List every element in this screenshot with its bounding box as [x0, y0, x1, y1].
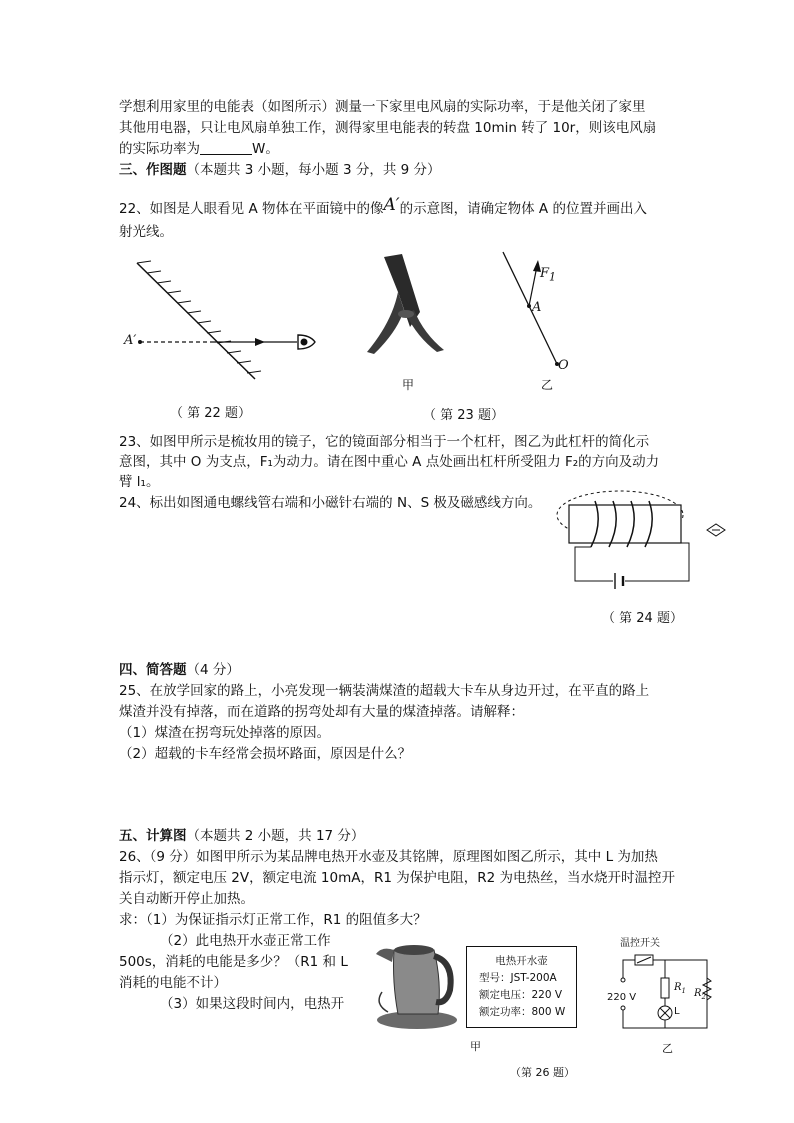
- section-3-note: （本题共 3 小题，每小题 3 分，共 9 分）: [186, 162, 441, 178]
- image-symbol: A′: [383, 195, 400, 215]
- r1-subscript: 1: [681, 987, 686, 995]
- figure-23-label-jia: 甲: [402, 378, 415, 392]
- lamp-label: L: [674, 1006, 680, 1017]
- question-26-part-3: （3）如果这段时间内，电热开: [160, 996, 345, 1012]
- figure-24-solenoid: [555, 485, 745, 595]
- question-21-line-3: [119, 139, 279, 159]
- force-f1-label: [540, 266, 556, 284]
- question-23-line-2: 意图，其中 O 为支点，F₁为动力。请在图中重心 A 点处画出杠杆所受阻力 F₂的方向及动力: [119, 454, 660, 470]
- figure-23-label-yi: 乙: [541, 378, 554, 392]
- resistor-r1: [661, 978, 669, 998]
- nameplate-title: 电热开水壶: [495, 955, 548, 967]
- section-3-heading: [119, 160, 441, 180]
- r2-label: [694, 988, 706, 1001]
- question-24-text: 24、标出如图通电螺线管右端和小磁针右端的 N、S 极及磁感线方向。: [119, 495, 542, 511]
- point-a-label: A: [532, 300, 542, 315]
- figure-26-label-yi: 乙: [662, 1042, 673, 1055]
- force-f1-letter: F: [540, 266, 550, 281]
- r1-label: [674, 982, 686, 995]
- compass-needle-icon: [707, 524, 725, 536]
- question-25-line-1: 25、在放学回家的路上，小亮发现一辆装满煤渣的超载大卡车从身边开过，在平直的路上: [119, 683, 650, 699]
- ray-arrow: [255, 338, 265, 346]
- supply-voltage-label: 220 V: [607, 992, 637, 1003]
- question-26-part-2b: 500s，消耗的电能是多少？（R1 和 L: [119, 954, 348, 970]
- question-25-sub-2: （2）超载的卡车经常会损坏路面，原因是什么？: [119, 746, 412, 762]
- switch-label: 温控开关: [620, 938, 660, 949]
- question-26-line-2: 指示灯，额定电压 2V，额定电流 10mA，R1 为保护电阻，R2 为电热丝，当水烧开时温控开: [119, 870, 675, 886]
- terminal-top: [621, 978, 625, 982]
- figure-23-caption: （ 第 23 题）: [423, 408, 504, 423]
- question-26-line-1: 26、（9 分）如图甲所示为某品牌电热开水壶及其铭牌，原理图如图乙所示，其中 L 为加热: [119, 849, 658, 865]
- section-4-note: （4 分）: [186, 662, 240, 678]
- question-25-line-2: 煤渣并没有掉落，而在道路的拐弯处却有大量的煤渣掉落。请解释：: [119, 704, 524, 720]
- question-21-line-1: 学想利用家里的电能表（如图所示）测量一下家里电风扇的实际功率，于是他关闭了家里: [119, 99, 646, 115]
- terminal-bottom: [621, 1006, 625, 1010]
- section-5-title: 五、计算图: [119, 828, 187, 844]
- nameplate-voltage: 额定电压：220 V: [479, 989, 563, 1001]
- figure-26-label-jia: 甲: [470, 1040, 481, 1053]
- question-21-text: 的实际功率为: [119, 141, 200, 157]
- question-22-line-2: 射光线。: [119, 224, 173, 240]
- image-point: [138, 340, 142, 344]
- image-label: A′: [124, 333, 137, 348]
- question-22-line-1: [119, 195, 647, 219]
- question-21-unit: W。: [252, 141, 279, 157]
- kettle-nameplate: [466, 946, 577, 1028]
- question-23-line-3: 臂 l₁。: [119, 474, 160, 490]
- r1-letter: R: [674, 982, 682, 993]
- solenoid-body: [569, 505, 681, 543]
- question-21-line-2: 其他用电器，只让电风扇单独工作，测得家里电能表的转盘 10min 转了 10r，则该电风扇: [119, 120, 657, 136]
- question-22-text-b: 的示意图，请确定物体 A 的位置并画出入: [399, 201, 647, 217]
- section-4-heading: [119, 660, 240, 680]
- force-f1-subscript: 1: [549, 270, 557, 284]
- eye-icon: [298, 335, 315, 349]
- r2-letter: R: [694, 988, 702, 999]
- circuit-wire: [623, 960, 635, 978]
- question-26-part-1: 求：（1）为保证指示灯正常工作，R1 的阻值多大？: [119, 912, 427, 928]
- question-26-part-2a: （2）此电热开水壶正常工作: [160, 933, 331, 949]
- section-3-title: 三、作图题: [119, 162, 187, 178]
- kettle-photo: [372, 932, 462, 1032]
- section-4-title: 四、简答题: [119, 662, 187, 678]
- question-26-line-3: 关自动断开停止加热。: [119, 891, 254, 907]
- nameplate-power: 额定功率：800 W: [479, 1006, 566, 1018]
- plane-mirror: [137, 261, 261, 379]
- battery-icon: [615, 573, 623, 589]
- section-5-heading: [119, 826, 364, 846]
- nameplate-model: 型号：JST-200A: [479, 972, 557, 984]
- question-23-line-1: 23、如图甲所示是梳妆用的镜子，它的镜面部分相当于一个杠杆，图乙为此杠杆的简化示: [119, 434, 650, 450]
- section-5-note: （本题共 2 小题，共 17 分）: [186, 828, 365, 844]
- lamp-icon: [658, 1006, 672, 1020]
- figure-26-caption: （第 26 题）: [510, 1066, 575, 1079]
- figure-23-mirror-photo: [362, 252, 452, 372]
- figure-24-caption: （ 第 24 题）: [602, 611, 683, 626]
- answer-blank: [200, 140, 252, 155]
- point-a: [527, 304, 531, 308]
- pivot-o-label: O: [558, 358, 569, 373]
- question-26-part-2c: 消耗的电能不计）: [119, 975, 227, 991]
- question-22-text-a: 22、如图是人眼看见 A 物体在平面镜中的像: [119, 201, 384, 217]
- circuit-wire: [575, 547, 613, 581]
- question-25-sub-1: （1）煤渣在拐弯玩处掉落的原因。: [119, 725, 331, 741]
- r2-subscript: 2: [701, 993, 706, 1001]
- figure-22-caption: （ 第 22 题）: [170, 406, 251, 421]
